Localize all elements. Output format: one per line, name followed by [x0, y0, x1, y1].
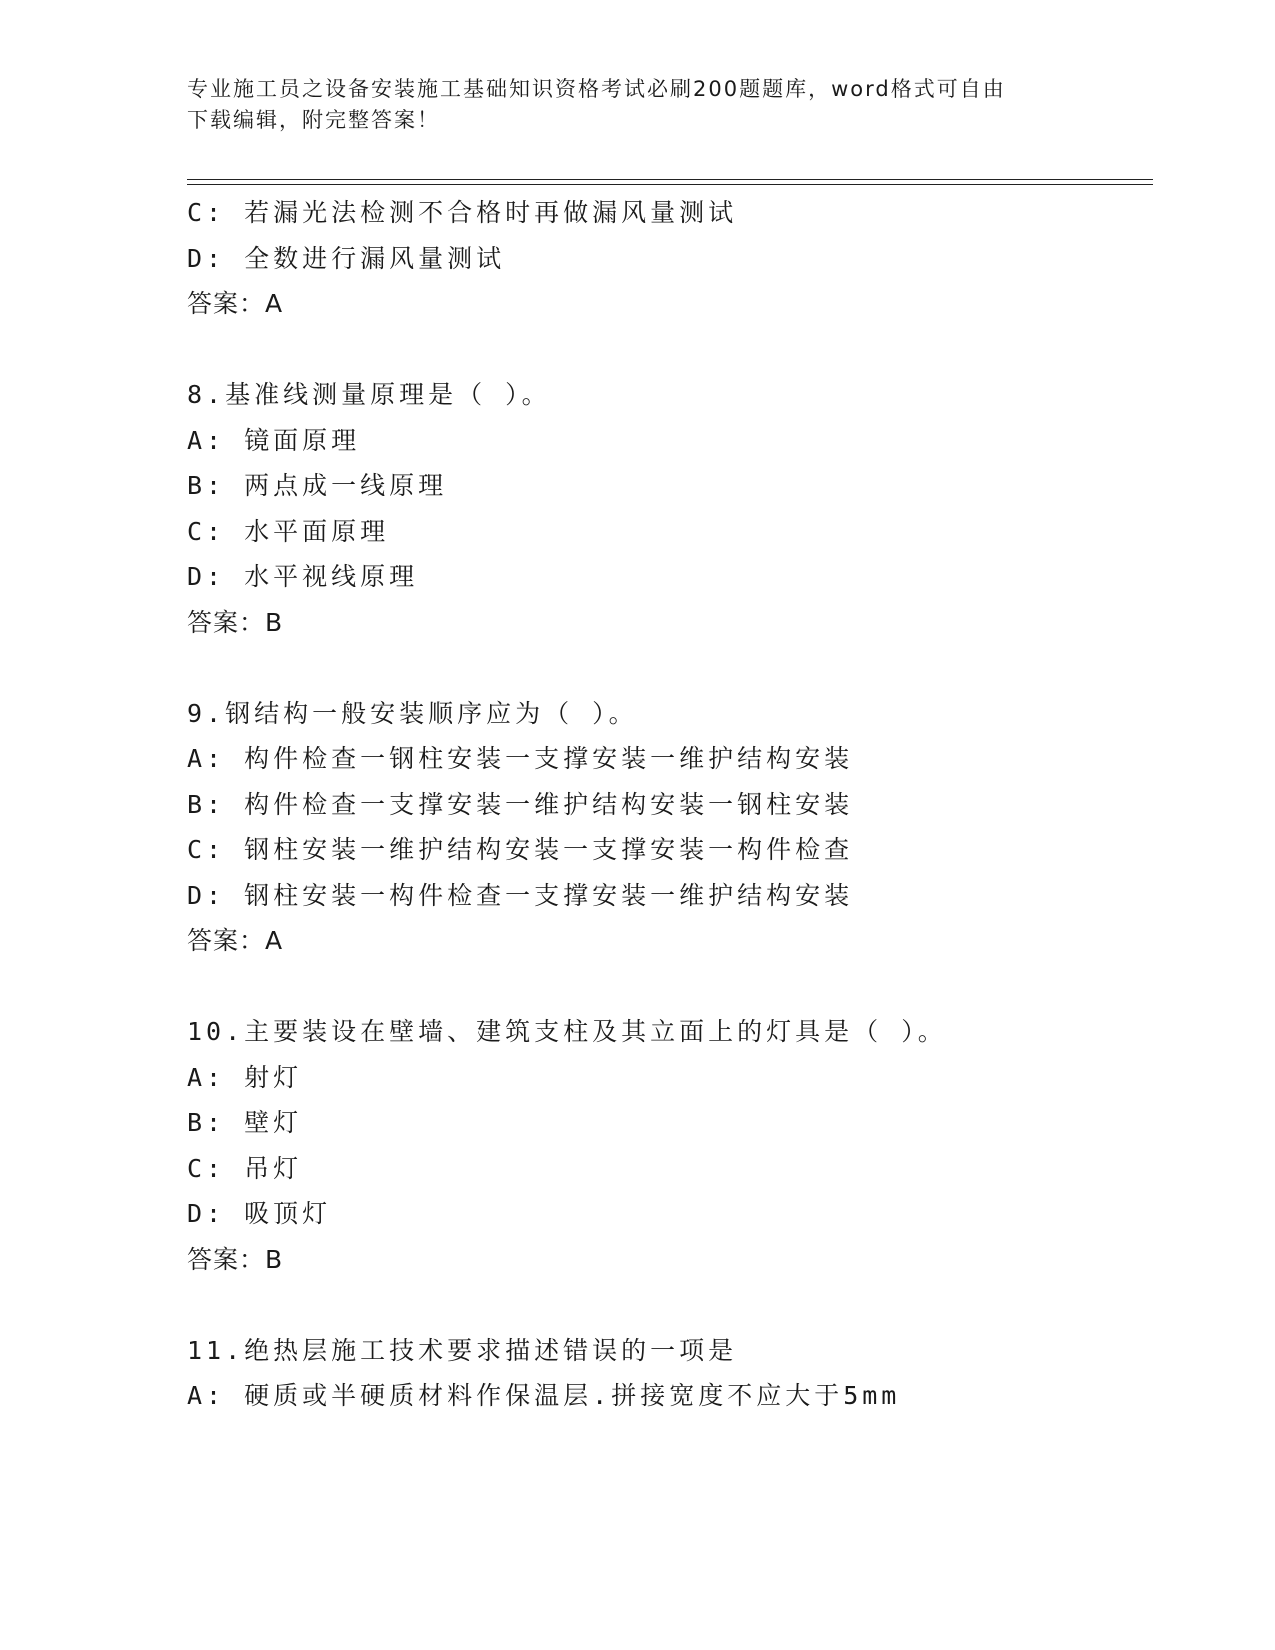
question-text: 9.钢结构一般安装顺序应为（ ）。: [187, 698, 638, 728]
answer: 答案：A: [187, 926, 284, 955]
question-text: 8.基准线测量原理是（ ）。: [187, 380, 551, 409]
option-c: C: 钢柱安装一维护结构安装一支撑安装一构件检查: [187, 835, 854, 864]
answer: 答案：A: [187, 289, 284, 318]
answer: 答案：B: [187, 1244, 284, 1274]
question-10: [187, 1009, 1167, 1282]
question-9: [187, 691, 1167, 964]
question-list: [187, 190, 1167, 1419]
option-d: D: 钢柱安装一构件检查一支撑安装一维护结构安装: [187, 880, 854, 910]
answer: 答案：B: [187, 607, 284, 637]
option-d: D: 水平视线原理: [187, 562, 419, 591]
header-divider-top: [187, 179, 1153, 180]
question-7: [187, 190, 1167, 327]
option-b: B: 壁灯: [187, 1108, 303, 1137]
question-8: [187, 372, 1167, 645]
option-a: A: 硬质或半硬质材料作保温层.拼接宽度不应大于5mm: [187, 1381, 901, 1410]
option-c: C: 吊灯: [187, 1153, 303, 1183]
document-header: [187, 74, 1087, 136]
option-c: C: 若漏光法检测不合格时再做漏风量测试: [187, 198, 738, 227]
header-line-2: 下载编辑，附完整答案！: [187, 108, 440, 132]
option-a: A: 镜面原理: [187, 425, 361, 455]
option-b: B: 两点成一线原理: [187, 471, 448, 500]
spacer: [187, 964, 1167, 1010]
option-b: B: 构件检查一支撑安装一维护结构安装一钢柱安装: [187, 789, 854, 819]
option-a: A: 构件检查一钢柱安装一支撑安装一维护结构安装: [187, 744, 854, 773]
option-c: C: 水平面原理: [187, 516, 390, 546]
header-divider-bottom: [187, 184, 1153, 185]
header-line-1: 专业施工员之设备安装施工基础知识资格考试必刷200题题库，word格式可自由: [187, 77, 1006, 101]
question-text: 10.主要装设在壁墙、建筑支柱及其立面上的灯具是（ ）。: [187, 1017, 947, 1046]
spacer: [187, 645, 1167, 691]
option-d: D: 全数进行漏风量测试: [187, 243, 506, 273]
spacer: [187, 327, 1167, 373]
option-d: D: 吸顶灯: [187, 1199, 332, 1228]
question-11: [187, 1328, 1167, 1419]
question-text: 11.绝热层施工技术要求描述错误的一项是: [187, 1335, 738, 1365]
spacer: [187, 1282, 1167, 1328]
option-a: A: 射灯: [187, 1062, 303, 1092]
